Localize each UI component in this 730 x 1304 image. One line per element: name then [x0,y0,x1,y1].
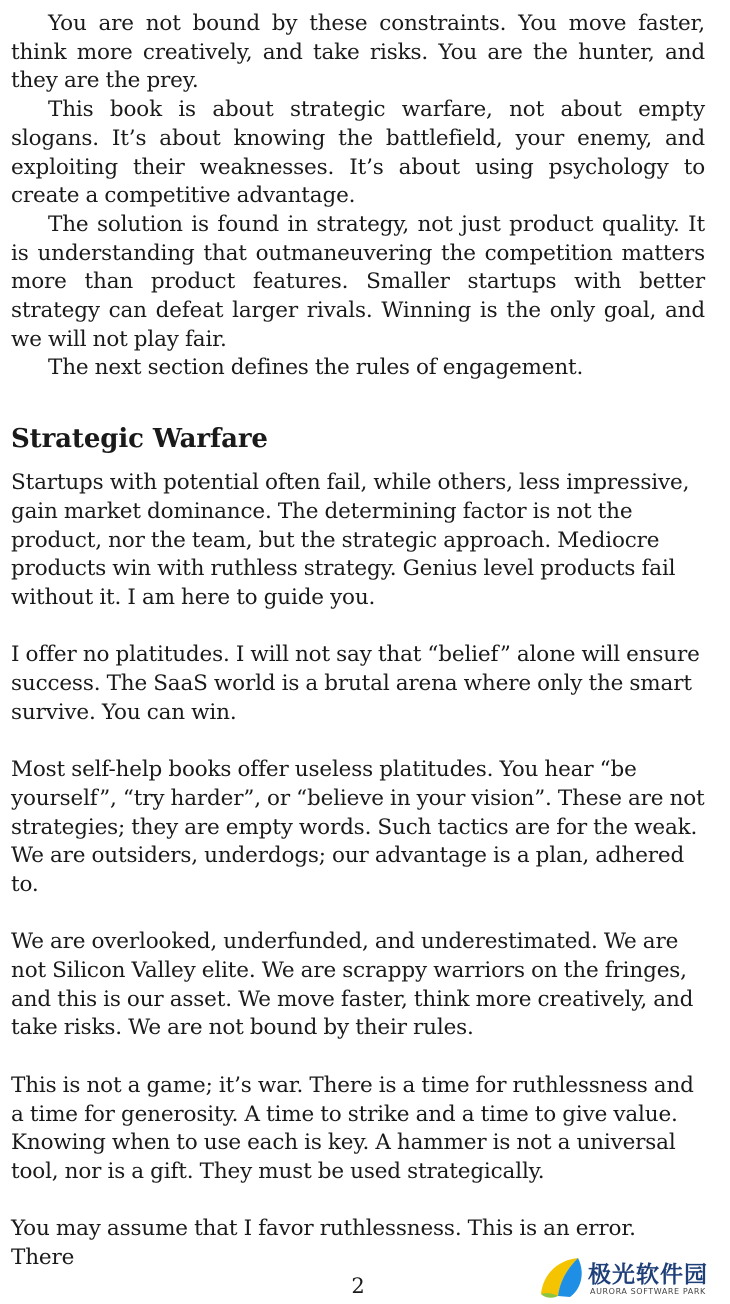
paragraph: You are not bound by these constraints. You move faster, think more creatively, and take risks. You are the hunter, and they are the prey. [11,11,705,94]
paragraph: The next section defines the rules of engagement. [48,355,584,381]
paragraph: Startups with potential often fail, while others, less impressive, gain market dominance. The determining factor is not the product, nor the team, but the strategic approach. Mediocre products win with ruthless strategy. Genius level products fail without it. I am here to guide you. [11,470,690,610]
watermark [538,1254,722,1300]
paragraph: This is not a game; it’s war. There is a time for ruthlessness and a time for generosity. A time to strike and a time to give value. Knowing when to use each is key. A hammer is not a universal tool, nor is a gift. They must be used strategically. [11,1072,694,1184]
paragraph: Most self-help books offer useless platitudes. You hear “be yourself”, “try harder”, or “believe in your vision”. These are not strategies; they are empty words. Such tactics are for the weak. We are outsiders, underdogs; our advantage is a plan, adhered to. [11,757,705,897]
paragraph: This book is about strategic warfare, not about empty slogans. It’s about knowing the battlefield, your enemy, and exploiting their weaknesses. It’s about using psychology to create a competitive advantage. [11,97,705,209]
aurora-logo-icon [538,1254,586,1300]
watermark-title: 极光软件园 [588,1262,708,1288]
intro-text [11,10,705,383]
watermark-subtitle: AURORA SOFTWARE PARK [590,1287,706,1296]
document-page [11,10,705,1301]
paragraph: We are overlooked, underfunded, and underestimated. We are not Silicon Valley elite. We are scrappy warriors on the fringes, and this is our asset. We move faster, think more creatively, and take risks. We are not bound by their rules. [11,929,694,1041]
paragraph: The solution is found in strategy, not just product quality. It is understanding that outmaneuvering the competition matters more than product features. Smaller startups with better strategy can defeat larger rivals. Winning is the only goal, and we will not play fair. [11,211,705,352]
section-body [11,469,705,1273]
page-number: 2 [351,1274,365,1298]
paragraph: You may assume that I favor ruthlessness. This is an error. There [11,1216,636,1271]
paragraph: I offer no platitudes. I will not say that “belief” alone will ensure success. The SaaS world is a brutal arena where only the smart survive. You can win. [11,642,700,725]
section-heading: Strategic Warfare [11,424,268,455]
